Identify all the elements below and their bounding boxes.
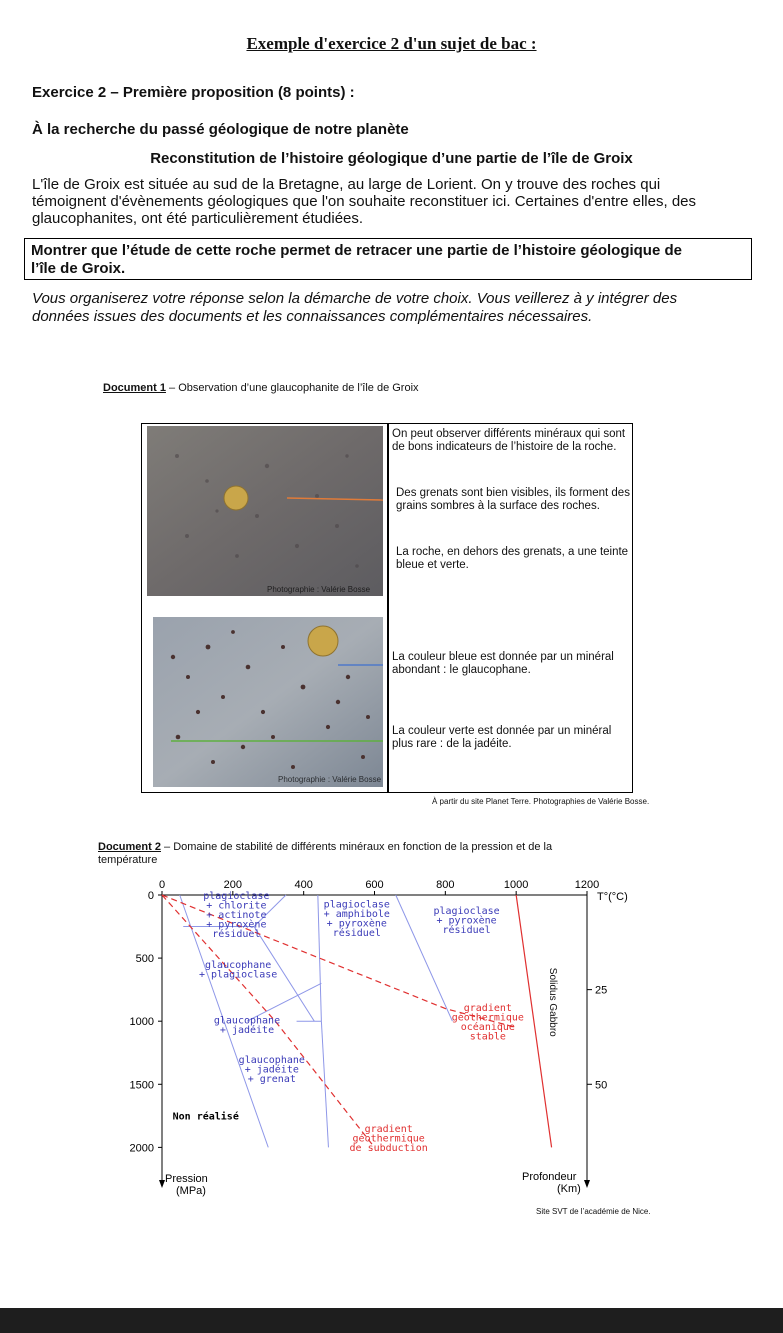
field-label-6: + grenat [247, 1073, 296, 1085]
field-label-1: + actinote [206, 909, 267, 921]
bottom-bar [0, 1308, 783, 1333]
question-line-1: Montrer que l’étude de cette roche permet de retracer une partie de l’histoire géologique de [31, 242, 682, 259]
field-label-5: glaucophane [213, 1015, 281, 1027]
exercise-heading: Exercice 2 – Première proposition (8 points) : [32, 84, 355, 101]
field-label-1: plagioclase [203, 890, 270, 902]
y-tick-label: 0 [147, 890, 154, 902]
doc2-title [98, 841, 698, 867]
solidus-label: Solidus Gabbro [546, 967, 558, 1037]
field-label-2: + pyroxène [326, 918, 387, 930]
x-tick-label: 200 [223, 879, 243, 891]
depth-label: Profondeur [522, 1171, 577, 1183]
rock-photo-1 [147, 426, 383, 596]
x-tick-label: 0 [158, 879, 166, 891]
ocean-gradient-label: gradient [463, 1003, 512, 1015]
doc1-title-text: – Observation d’une glaucophanite de l’île de Groix [165, 382, 419, 394]
y2-axis-arrow [584, 1180, 590, 1188]
field-label-2: plagioclase [323, 899, 390, 911]
field-label-3: + pyroxène [436, 915, 497, 927]
y-tick-label: 1000 [129, 1016, 154, 1029]
doc1-text-3: La roche, en dehors des grenats, a une teinte bleue et verte. [396, 546, 629, 571]
y2-tick-label: 25 [595, 984, 608, 997]
intro-line-2: témoignent d'évènements géologiques que l'on souhaite reconstituer ici. Certaines d'entre elles, des [32, 193, 696, 210]
instructions-line-2: données issues des documents et les connaissances complémentaires nécessaires. [32, 308, 593, 325]
y-tick-label: 2000 [129, 1142, 154, 1155]
intro-line-1: L'île de Groix est située au sud de la Bretagne, au large de Lorient. On y trouve des roches qui [32, 176, 661, 193]
rock-surface [147, 426, 383, 596]
theme-heading: À la recherche du passé géologique de notre planète [32, 121, 409, 138]
doc2-label: Document 2 [98, 841, 161, 853]
ocean-gradient-label: stable [469, 1031, 506, 1043]
x-axis-label: T°(°C) [597, 891, 628, 903]
doc2-title-text-1: – Domaine de stabilité de différents minéraux en fonction de la pression et de la [160, 841, 553, 853]
ocean-gradient-label: géothermique [451, 1012, 524, 1024]
rock-surface-2 [153, 617, 383, 787]
subduction-gradient-label: de subduction [349, 1143, 428, 1155]
coin [224, 486, 248, 510]
doc1-text-2: Des grenats sont bien visibles, ils forment des grains sombres à la surface des roches. [396, 487, 630, 512]
field-label-4: glaucophane [205, 960, 272, 972]
field-label-2: résiduel [332, 928, 381, 940]
subduction-gradient-label: géothermique [352, 1133, 425, 1145]
field-label-1: résiduel [212, 928, 261, 940]
x-tick-label: 400 [294, 879, 313, 891]
field-label-6: + jadéite [244, 1064, 299, 1076]
page-title: Exemple d'exercice 2 d'un sujet de bac : [246, 34, 537, 53]
x-tick-label: 1000 [503, 879, 529, 891]
stability-chart [90, 870, 650, 1200]
intro-paragraph [32, 176, 754, 227]
y-tick-label: 500 [135, 953, 154, 966]
x-tick-label: 1200 [574, 879, 600, 891]
field-label-1: + chlorite [206, 900, 267, 912]
instructions-line-1: Vous organiserez votre réponse selon la démarche de votre choix. Vous veillerez à y intégrer des [32, 290, 678, 307]
x-tick-label: 600 [365, 879, 384, 891]
rock-photo-2 [153, 617, 383, 787]
doc2-source: Site SVT de l’académie de Nice. [536, 1207, 651, 1216]
pressure-label: Pression [165, 1173, 208, 1185]
y-tick-label: 1500 [129, 1079, 154, 1092]
pressure-unit: (MPa) [176, 1185, 206, 1197]
question-box [24, 238, 752, 280]
depth-unit: (Km) [557, 1183, 581, 1195]
field-label-1: + pyroxène [206, 919, 267, 931]
y2-tick-label: 50 [595, 1079, 608, 1092]
doc1-source: À partir du site Planet Terre. Photographies de Valérie Bosse. [432, 797, 650, 806]
field-label-4: + plagioclase [199, 969, 278, 981]
question-line-2: l’île de Groix. [31, 260, 126, 277]
photo-credit-1: Photographie : Valérie Bosse [267, 585, 371, 594]
doc1-text-5: La couleur verte est donnée par un minéral plus rare : de la jadéite. [392, 725, 612, 750]
doc1-divider [387, 423, 389, 793]
doc1-text-4: La couleur bleue est donnée par un minéral abondant : le glaucophane. [392, 651, 614, 676]
non-realise-label: Non réalisé [172, 1111, 239, 1123]
doc1-title [103, 382, 419, 394]
field-label-2: + amphibole [323, 909, 390, 921]
field-label-3: résiduel [442, 924, 491, 936]
doc1-text-1: On peut observer différents minéraux qui sont de bons indicateurs de l’histoire de la roche. [392, 428, 626, 453]
intro-line-3: glaucophanites, ont été particulièrement étudiées. [32, 210, 364, 227]
field-label-5: + jadéite [219, 1025, 275, 1037]
ocean-gradient-label: océanique [460, 1022, 515, 1034]
field-label-3: plagioclase [433, 905, 500, 917]
doc1-label: Document 1 [103, 382, 166, 394]
x-tick-label: 800 [436, 879, 455, 891]
instructions [32, 290, 762, 326]
subduction-gradient-label: gradient [364, 1124, 413, 1136]
photo-credit-2: Photographie : Valérie Bosse [278, 775, 382, 784]
field-label-6: glaucophane [238, 1054, 305, 1066]
coin-2 [308, 626, 338, 656]
subtitle-heading: Reconstitution de l’histoire géologique d’une partie de l’île de Groix [150, 150, 633, 167]
field-boundary [321, 1021, 328, 1147]
doc2-title-text-2: température [98, 854, 158, 866]
